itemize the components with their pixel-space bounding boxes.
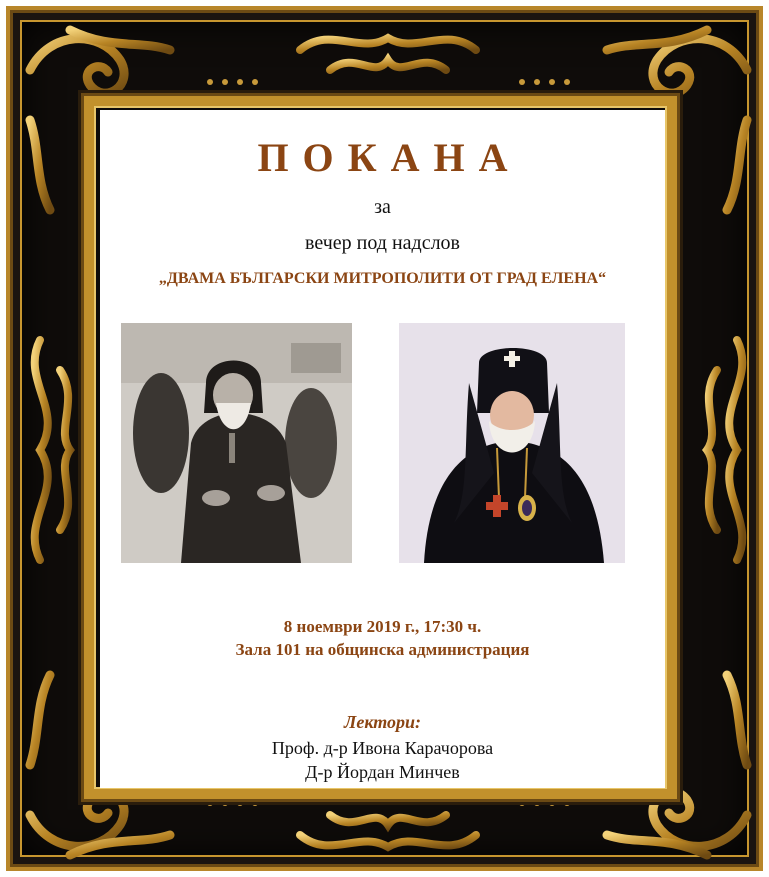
invitation-title: ПОКАНА	[257, 135, 522, 180]
invitation-page	[100, 110, 665, 788]
lecturer-name: Проф. д-р Ивона Карачорова	[271, 738, 494, 758]
line-evening: вечер под надслов	[305, 232, 460, 254]
color-portrait-photo	[399, 323, 625, 563]
lecturer-name: Д-р Йордан Минчев	[305, 762, 460, 782]
event-subtitle: „ДВАМА БЪЛГАРСКИ МИТРОПОЛИТИ ОТ ГРАД ЕЛЕНА“	[158, 270, 607, 287]
lecturers-heading: Лектори:	[344, 712, 421, 732]
event-date: 8 ноември 2019 г., 17:30 ч.	[283, 617, 482, 636]
line-za: за	[374, 196, 391, 218]
sepia-portrait-photo	[121, 323, 352, 563]
event-venue: Зала 101 на общинска администрация	[235, 640, 530, 659]
